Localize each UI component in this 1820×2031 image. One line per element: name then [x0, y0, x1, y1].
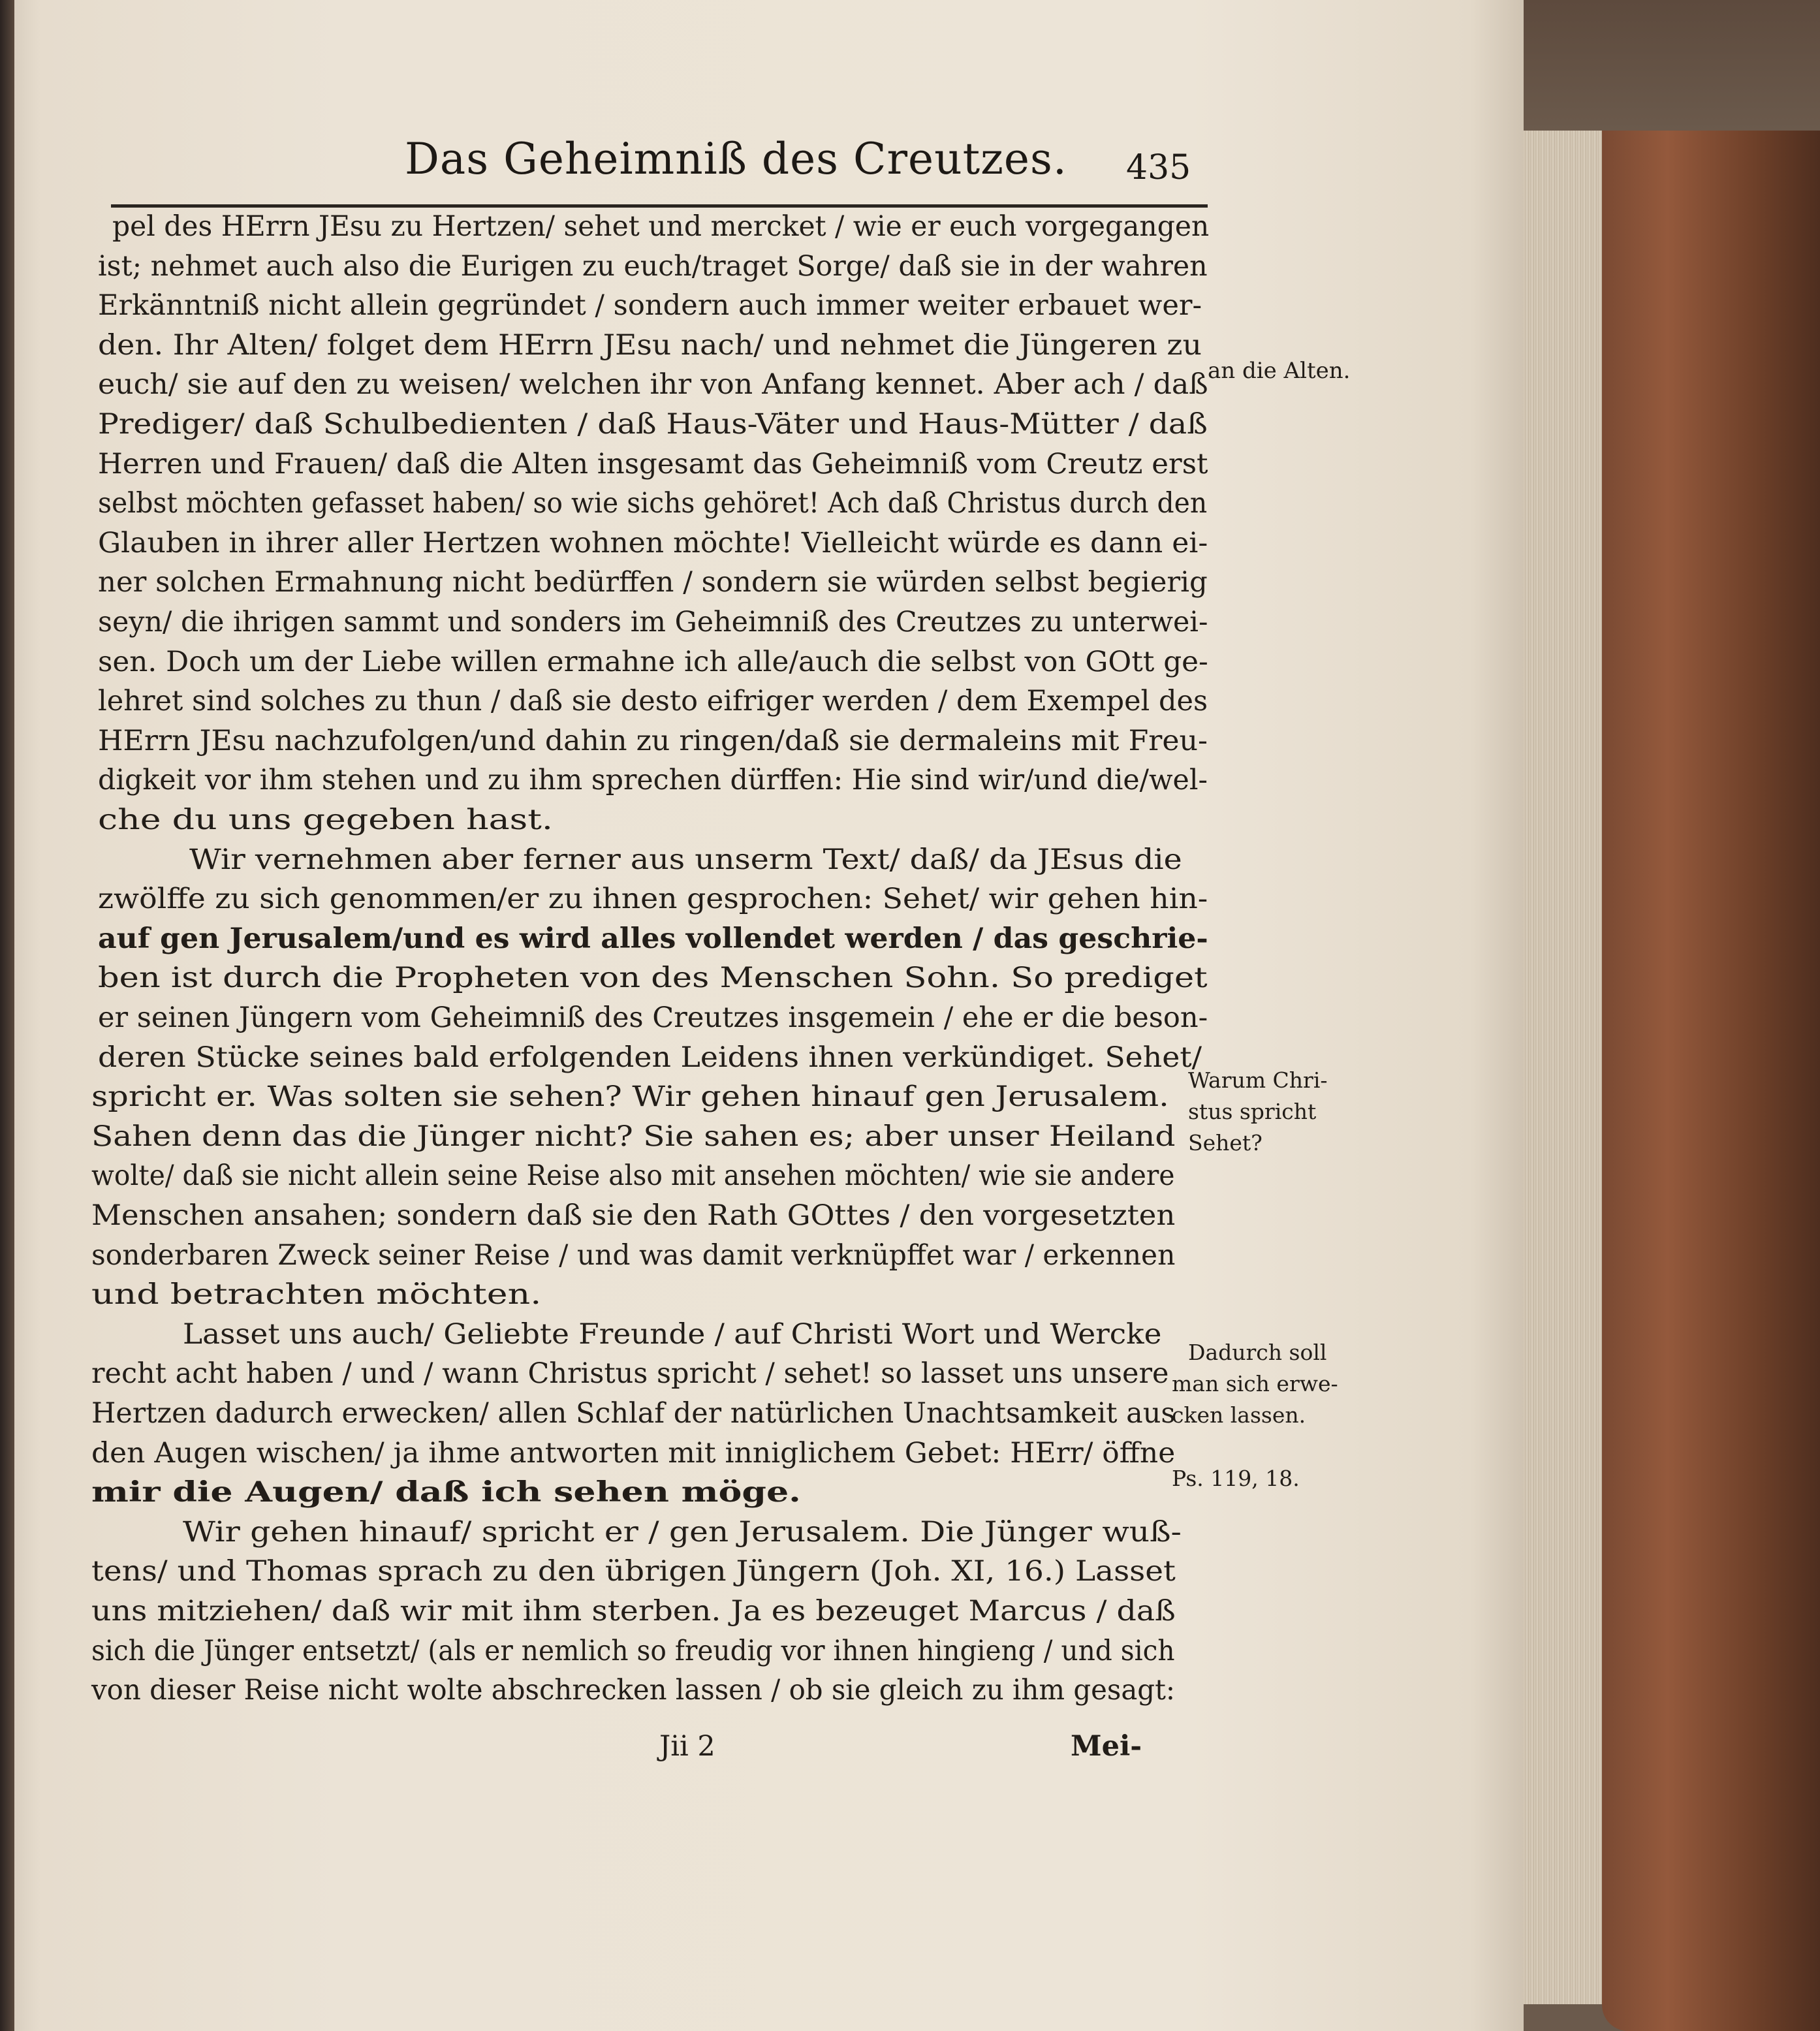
text-line: Sahen denn das die Jünger nicht? Sie sahen es; aber unser Heiland	[91, 1120, 1176, 1153]
text-line: ner solchen Ermahnung nicht bedürffen / sondern sie würden selbst begierig	[98, 566, 1208, 599]
text-line: er seinen Jüngern vom Geheimniß des Creutzes insgemein / ehe er die beson-	[98, 1001, 1208, 1034]
margin-note: man sich erwe-	[1172, 1371, 1338, 1396]
text-line: deren Stücke seines bald erfolgenden Leidens ihnen verkündiget. Sehet/	[98, 1041, 1202, 1074]
text-line: mir die Augen/ daß ich sehen möge.	[91, 1476, 801, 1509]
catchword: Mei-	[1071, 1730, 1142, 1763]
margin-note: Sehet?	[1188, 1130, 1263, 1156]
text-line: uns mitziehen/ daß wir mit ihm sterben. Ja es bezeuget Marcus / daß	[91, 1595, 1176, 1628]
text-line: Wir vernehmen aber ferner aus unserm Text/ daß/ da JEsus die	[189, 843, 1182, 876]
margin-note: stus spricht	[1188, 1099, 1317, 1124]
text-line: Prediger/ daß Schulbedienten / daß Haus-Väter und Haus-Mütter / daß	[98, 408, 1208, 441]
text-line: pel des HErrn JEsu zu Hertzen/ sehet und mercket / wie er euch vorgegangen	[112, 210, 1210, 243]
text-line: Wir gehen hinauf/ spricht er / gen Jerusalem. Die Jünger wuß-	[183, 1516, 1182, 1549]
text-line: wolte/ daß sie nicht allein seine Reise also mit ansehen möchten/ wie sie andere	[91, 1159, 1175, 1192]
text-line: den. Ihr Alten/ folget dem HErrn JEsu nach/ und nehmet die Jüngeren zu	[98, 329, 1202, 362]
text-line: ist; nehmet auch also die Eurigen zu euch/traget Sorge/ daß sie in der wahren	[98, 250, 1208, 283]
text-line: Lasset uns auch/ Geliebte Freunde / auf Christi Wort und Wercke	[183, 1318, 1162, 1351]
text-line: seyn/ die ihrigen sammt und sonders im Geheimniß des Creutzes zu unterwei-	[98, 606, 1208, 638]
text-line: von dieser Reise nicht wolte abschrecken lassen / ob sie gleich zu ihm gesagt:	[91, 1674, 1175, 1707]
text-line: und betrachten möchten.	[91, 1278, 542, 1311]
margin-note: Ps. 119, 18.	[1172, 1466, 1300, 1491]
text-line: ben ist durch die Propheten von des Menschen Sohn. So prediget	[98, 962, 1208, 994]
text-line: sonderbaren Zweck seiner Reise / und was damit verknüpffet war / erkennen	[91, 1239, 1176, 1272]
signature-mark: Jii 2	[659, 1730, 715, 1763]
text-line: Erkänntniß nicht allein gegründet / sondern auch immer weiter erbauet wer-	[98, 289, 1202, 322]
text-line: Glauben in ihrer aller Hertzen wohnen möchte! Vielleicht würde es dann ei-	[98, 527, 1208, 559]
text-line: spricht er. Was solten sie sehen? Wir gehen hinauf gen Jerusalem.	[91, 1080, 1169, 1113]
text-line: Hertzen dadurch erwecken/ allen Schlaf der natürlichen Unachtsamkeit aus	[91, 1397, 1176, 1430]
text-line: selbst möchten gefasset haben/ so wie sichs gehöret! Ach daß Christus durch den	[98, 487, 1208, 520]
page-number: 435	[1126, 148, 1191, 187]
text-line: lehret sind solches zu thun / daß sie desto eifriger werden / dem Exempel des	[98, 685, 1208, 717]
margin-note: an die Alten.	[1208, 358, 1351, 384]
text-line: Herren und Frauen/ daß die Alten insgesamt das Geheimniß vom Creutz erst	[98, 448, 1208, 480]
text-line: HErrn JEsu nachzufolgen/und dahin zu ringen/daß sie dermaleins mit Freu-	[98, 725, 1208, 757]
margin-note: Warum Chri-	[1188, 1067, 1328, 1093]
text-line: auf gen Jerusalem/und es wird alles vollendet werden / das geschrie-	[98, 922, 1208, 955]
text-line: zwölffe zu sich genommen/er zu ihnen gesprochen: Sehet/ wir gehen hin-	[98, 883, 1208, 915]
text-line: Menschen ansahen; sondern daß sie den Rath GOttes / den vorgesetzten	[91, 1199, 1176, 1232]
text-line: recht acht haben / und / wann Christus spricht / sehet! so lasset uns unsere	[91, 1357, 1169, 1390]
text-line: digkeit vor ihm stehen und zu ihm sprechen dürffen: Hie sind wir/und die/wel-	[98, 764, 1208, 796]
text-line: sich die Jünger entsetzt/ (als er nemlich so freudig vor ihnen hingieng / und sich	[91, 1635, 1175, 1667]
margin-note: Dadurch soll	[1188, 1340, 1327, 1365]
text-line: euch/ sie auf den zu weisen/ welchen ihr von Anfang kennet. Aber ach / daß	[98, 368, 1208, 401]
text-line: tens/ und Thomas sprach zu den übrigen Jüngern (Joh. XI, 16.) Lasset	[91, 1555, 1176, 1588]
text-line: che du uns gegeben hast.	[98, 804, 553, 836]
running-title: Das Geheimniß des Creutzes.	[405, 134, 1067, 184]
text-line: sen. Doch um der Liebe willen ermahne ich alle/auch die selbst von GOtt ge-	[98, 646, 1208, 678]
margin-note: cken lassen.	[1172, 1402, 1306, 1428]
text-line: den Augen wischen/ ja ihme antworten mit inniglichem Gebet: HErr/ öffne	[91, 1437, 1176, 1470]
